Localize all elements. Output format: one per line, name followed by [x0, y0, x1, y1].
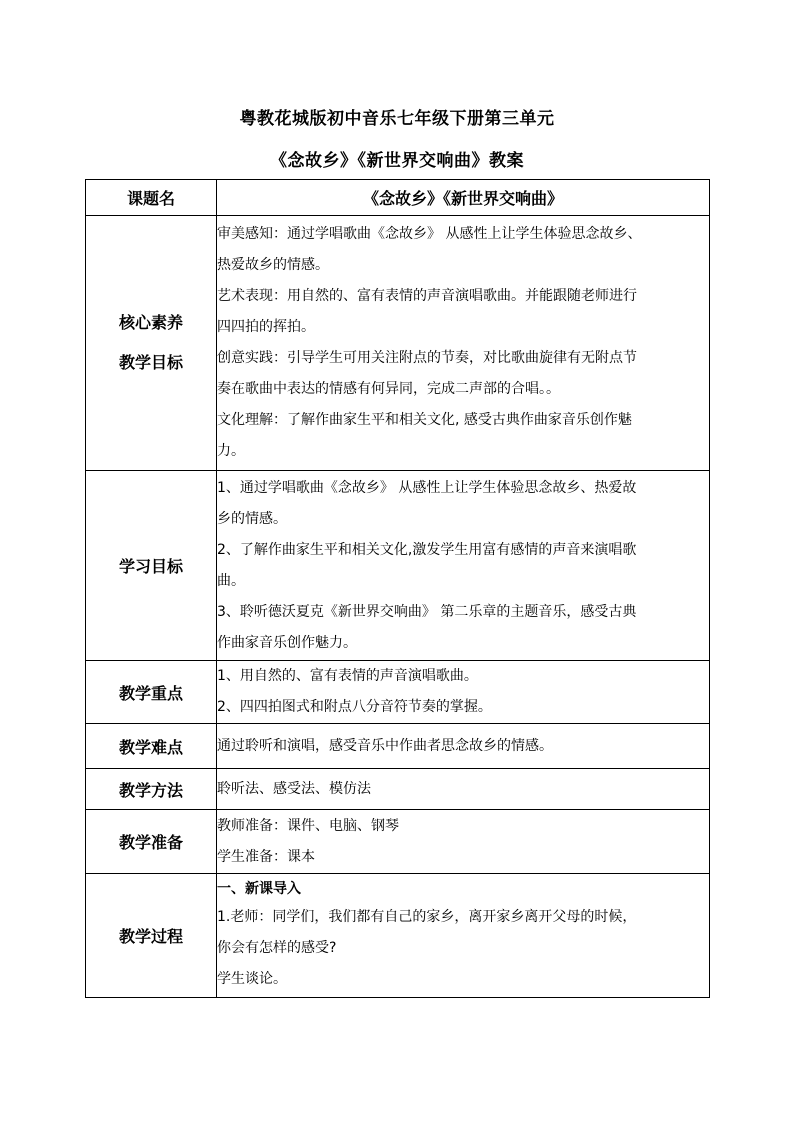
process-heading: 一、新课导入 [217, 881, 301, 897]
key-line: 1、用自然的、富有表情的声音演唱歌曲。 [217, 668, 478, 684]
document-subtitle: 《念故乡》《新世界交响曲》教案 [270, 151, 524, 171]
learning-objectives-label: 学习目标 [86, 471, 217, 661]
row-core-objectives [86, 216, 710, 471]
core-line: 审美感知：通过学唱歌曲《念故乡》 从感性上让学生体验思念故乡、 [217, 226, 642, 242]
key-line: 2、四四拍图式和附点八分音符节奏的掌握。 [217, 699, 492, 715]
method-label: 教学方法 [86, 769, 217, 810]
key-points-label: 教学重点 [86, 661, 217, 724]
preparation-label: 教学准备 [86, 810, 217, 874]
core-objectives-label-line2: 教学目标 [118, 353, 183, 372]
core-line: 热爱故乡的情感。 [217, 257, 329, 273]
core-line: 奏在歌曲中表达的情感有何异同，完成二声部的合唱。。 [217, 381, 560, 397]
difficulty-line: 通过聆听和演唱，感受音乐中作曲者思念故乡的情感。 [217, 737, 553, 754]
topic-label: 课题名 [86, 180, 217, 216]
core-line: 四四拍的挥拍。 [217, 319, 315, 335]
row-learning-objectives [86, 471, 710, 661]
core-line: 文化理解：了解作曲家生平和相关文化, 感受古典作曲家音乐创作魅 [217, 412, 632, 428]
core-line: 力。 [217, 443, 245, 459]
learning-line: 乡的情感。 [217, 510, 287, 527]
method-content [217, 769, 710, 810]
process-label: 教学过程 [86, 874, 217, 998]
core-objectives-label [86, 216, 217, 471]
learning-line: 2、了解作曲家生平和相关文化,激发学生用富有感情的声音来演唱歌 [217, 541, 637, 558]
row-method [86, 769, 710, 810]
process-line: 学生谈论。 [217, 971, 287, 987]
topic-value: 《念故乡》《新世界交响曲》 [217, 180, 710, 216]
row-topic [86, 180, 710, 216]
row-key-points [86, 661, 710, 724]
method-line: 聆听法、感受法、模仿法 [217, 780, 371, 797]
core-objectives-label-line1: 核心素养 [118, 313, 183, 332]
row-preparation [86, 810, 710, 874]
learning-objectives-content [217, 471, 710, 661]
process-line: 你会有怎样的感受? [217, 940, 337, 956]
core-line: 艺术表现：用自然的、富有表情的声音演唱歌曲。并能跟随老师进行 [217, 288, 637, 304]
difficulty-content [217, 724, 710, 769]
difficulty-label: 教学难点 [86, 724, 217, 769]
preparation-content [217, 810, 710, 874]
key-points-content [217, 661, 710, 724]
learning-line: 3、聆听德沃夏克《新世界交响曲》 第二乐章的主题音乐，感受古典 [217, 603, 637, 620]
process-content [217, 874, 710, 998]
row-difficulty [86, 724, 710, 769]
core-line: 创意实践：引导学生可用关注附点的节奏，对比歌曲旋律有无附点节 [217, 350, 637, 366]
lesson-plan-table [85, 179, 710, 998]
prep-line: 教师准备：课件、电脑、钢琴 [217, 817, 399, 834]
learning-line: 1、通过学唱歌曲《念故乡》 从感性上让学生体验思念故乡、热爱故 [217, 479, 637, 496]
learning-line: 曲。 [217, 572, 245, 589]
document-title: 粤教花城版初中音乐七年级下册第三单元 [239, 109, 555, 129]
learning-line: 作曲家音乐创作魅力。 [217, 634, 357, 651]
core-objectives-content [217, 216, 710, 471]
row-process [86, 874, 710, 998]
prep-line: 学生准备：课本 [217, 848, 315, 865]
process-line: 1.老师：同学们，我们都有自己的家乡，离开家乡离开父母的时候， [217, 909, 637, 925]
